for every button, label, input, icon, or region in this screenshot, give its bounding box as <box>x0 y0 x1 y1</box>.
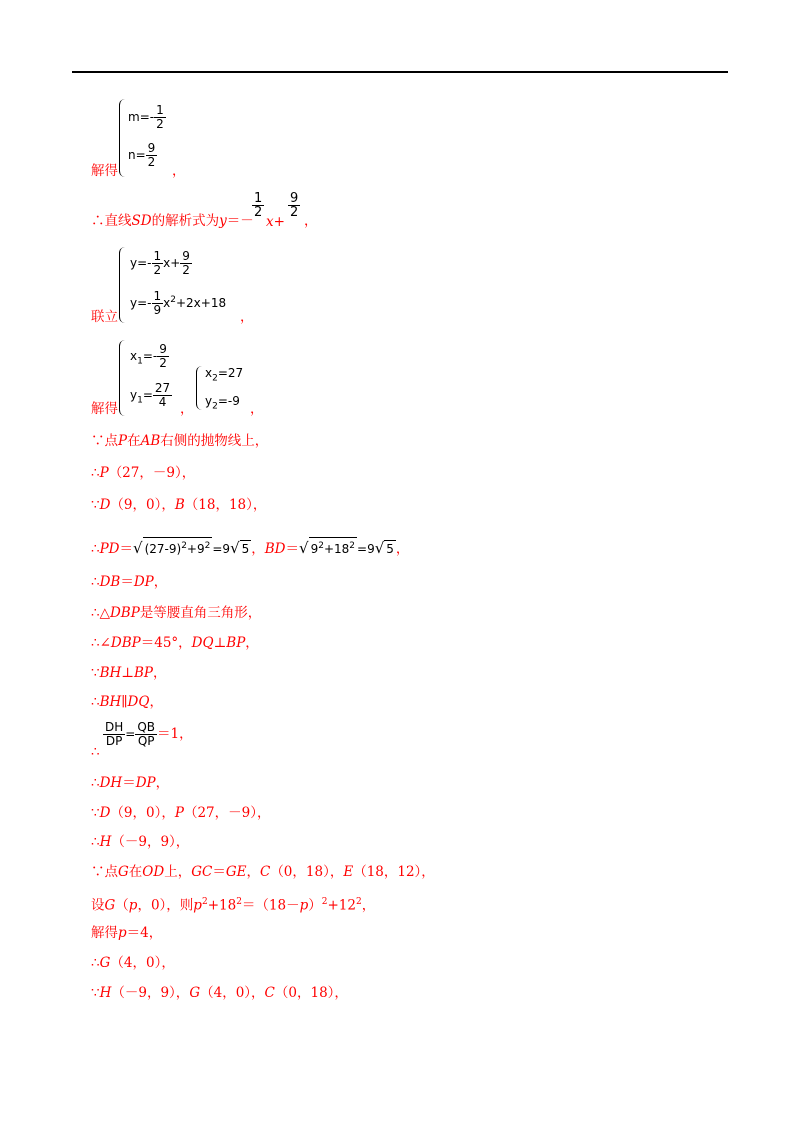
comma-2: ， <box>250 401 264 417</box>
line-db-dp: ∴DB＝DP， <box>91 574 168 590</box>
line-dh-dp: ∴DH＝DP， <box>91 775 170 791</box>
eq-y1: $y_1=$ $\frac{27}{4}$ <box>130 381 171 409</box>
eq-x2: $x_2=27$ <box>205 366 244 384</box>
eq-row2: y=- $\frac{1}{9}$ $x^2+2x+18$ <box>130 289 227 317</box>
line-bh-perp: ∵BH⊥BP， <box>91 665 167 681</box>
line-set-g: 设G（p，0），则$p^2+18^2=(18-p)^2+12^2$， <box>91 897 376 914</box>
line-sd-equation: ∴直线SD的解析式为y＝－ <box>91 213 254 229</box>
left-brace <box>119 247 126 323</box>
line-pd-bd: ∴PD＝√ $(27-9)^2+9^2 =9√$ 5 ，BD＝√ $9^2+18^2 =9√$ 5 ， <box>91 539 410 557</box>
line-solve-p: 解得p＝4， <box>91 925 163 941</box>
sd-tail: ， <box>304 213 318 229</box>
line-bh-parallel: ∴BH∥DQ， <box>91 694 163 710</box>
line-isosceles: ∴△DBP是等腰直角三角形， <box>91 605 262 621</box>
line-d-b-coords: ∵D（9，0），B（18，18）， <box>91 497 267 513</box>
header-rule <box>72 71 728 73</box>
left-brace <box>119 340 126 416</box>
comma: ， <box>172 163 186 179</box>
line-h-coord: ∴H（－9，9）， <box>91 834 190 850</box>
eq-y2: $y_2=-9$ <box>205 394 240 412</box>
line-g-on-od: ∵点G在OD上，GC＝GE，C（0，18），E（18，12）， <box>91 864 435 880</box>
line-d-p-coords: ∵D（9，0），P（27，－9）， <box>91 805 271 821</box>
ratio-equation: $\frac{DH}{DP}$ = $\frac{QB}{QP}$ ＝1， <box>105 720 193 748</box>
sd-slope-frac: $\frac{1}{2}$ <box>254 191 263 220</box>
label-jiede-2: 解得 <box>91 401 118 417</box>
left-brace-2 <box>196 366 203 410</box>
eq-row1: y=- $\frac{1}{2}$ x+ $\frac{9}{2}$ <box>130 249 190 277</box>
sd-x: x+ <box>266 214 285 230</box>
comma: ， <box>240 309 254 325</box>
left-brace <box>119 99 126 177</box>
comma: ， <box>180 401 194 417</box>
line-h-g-c-coords: ∵H（－9，9），G（4，0），C（0，18）， <box>91 985 348 1001</box>
line-p-on-parabola: ∵点P在AB右侧的抛物线上， <box>91 433 269 449</box>
sd-intercept-frac: $\frac{9}{2}$ <box>290 191 299 220</box>
line-p-coord: ∴P（27，－9）， <box>91 465 196 481</box>
line-angle: ∴∠DBP＝45°，DQ⊥BP， <box>91 635 259 651</box>
label-jiede-1: 解得 <box>91 163 118 179</box>
eq-x1: $x_1=-$ $\frac{9}{2}$ <box>130 342 167 370</box>
eq-m: m=- $\frac{1}{2}$ <box>128 103 164 131</box>
therefore-sym: ∴ <box>91 744 100 760</box>
line-g-coord: ∴G（4，0）， <box>91 955 175 971</box>
eq-n: n= $\frac{9}{2}$ <box>128 141 156 169</box>
label-lianli: 联立 <box>91 309 118 325</box>
